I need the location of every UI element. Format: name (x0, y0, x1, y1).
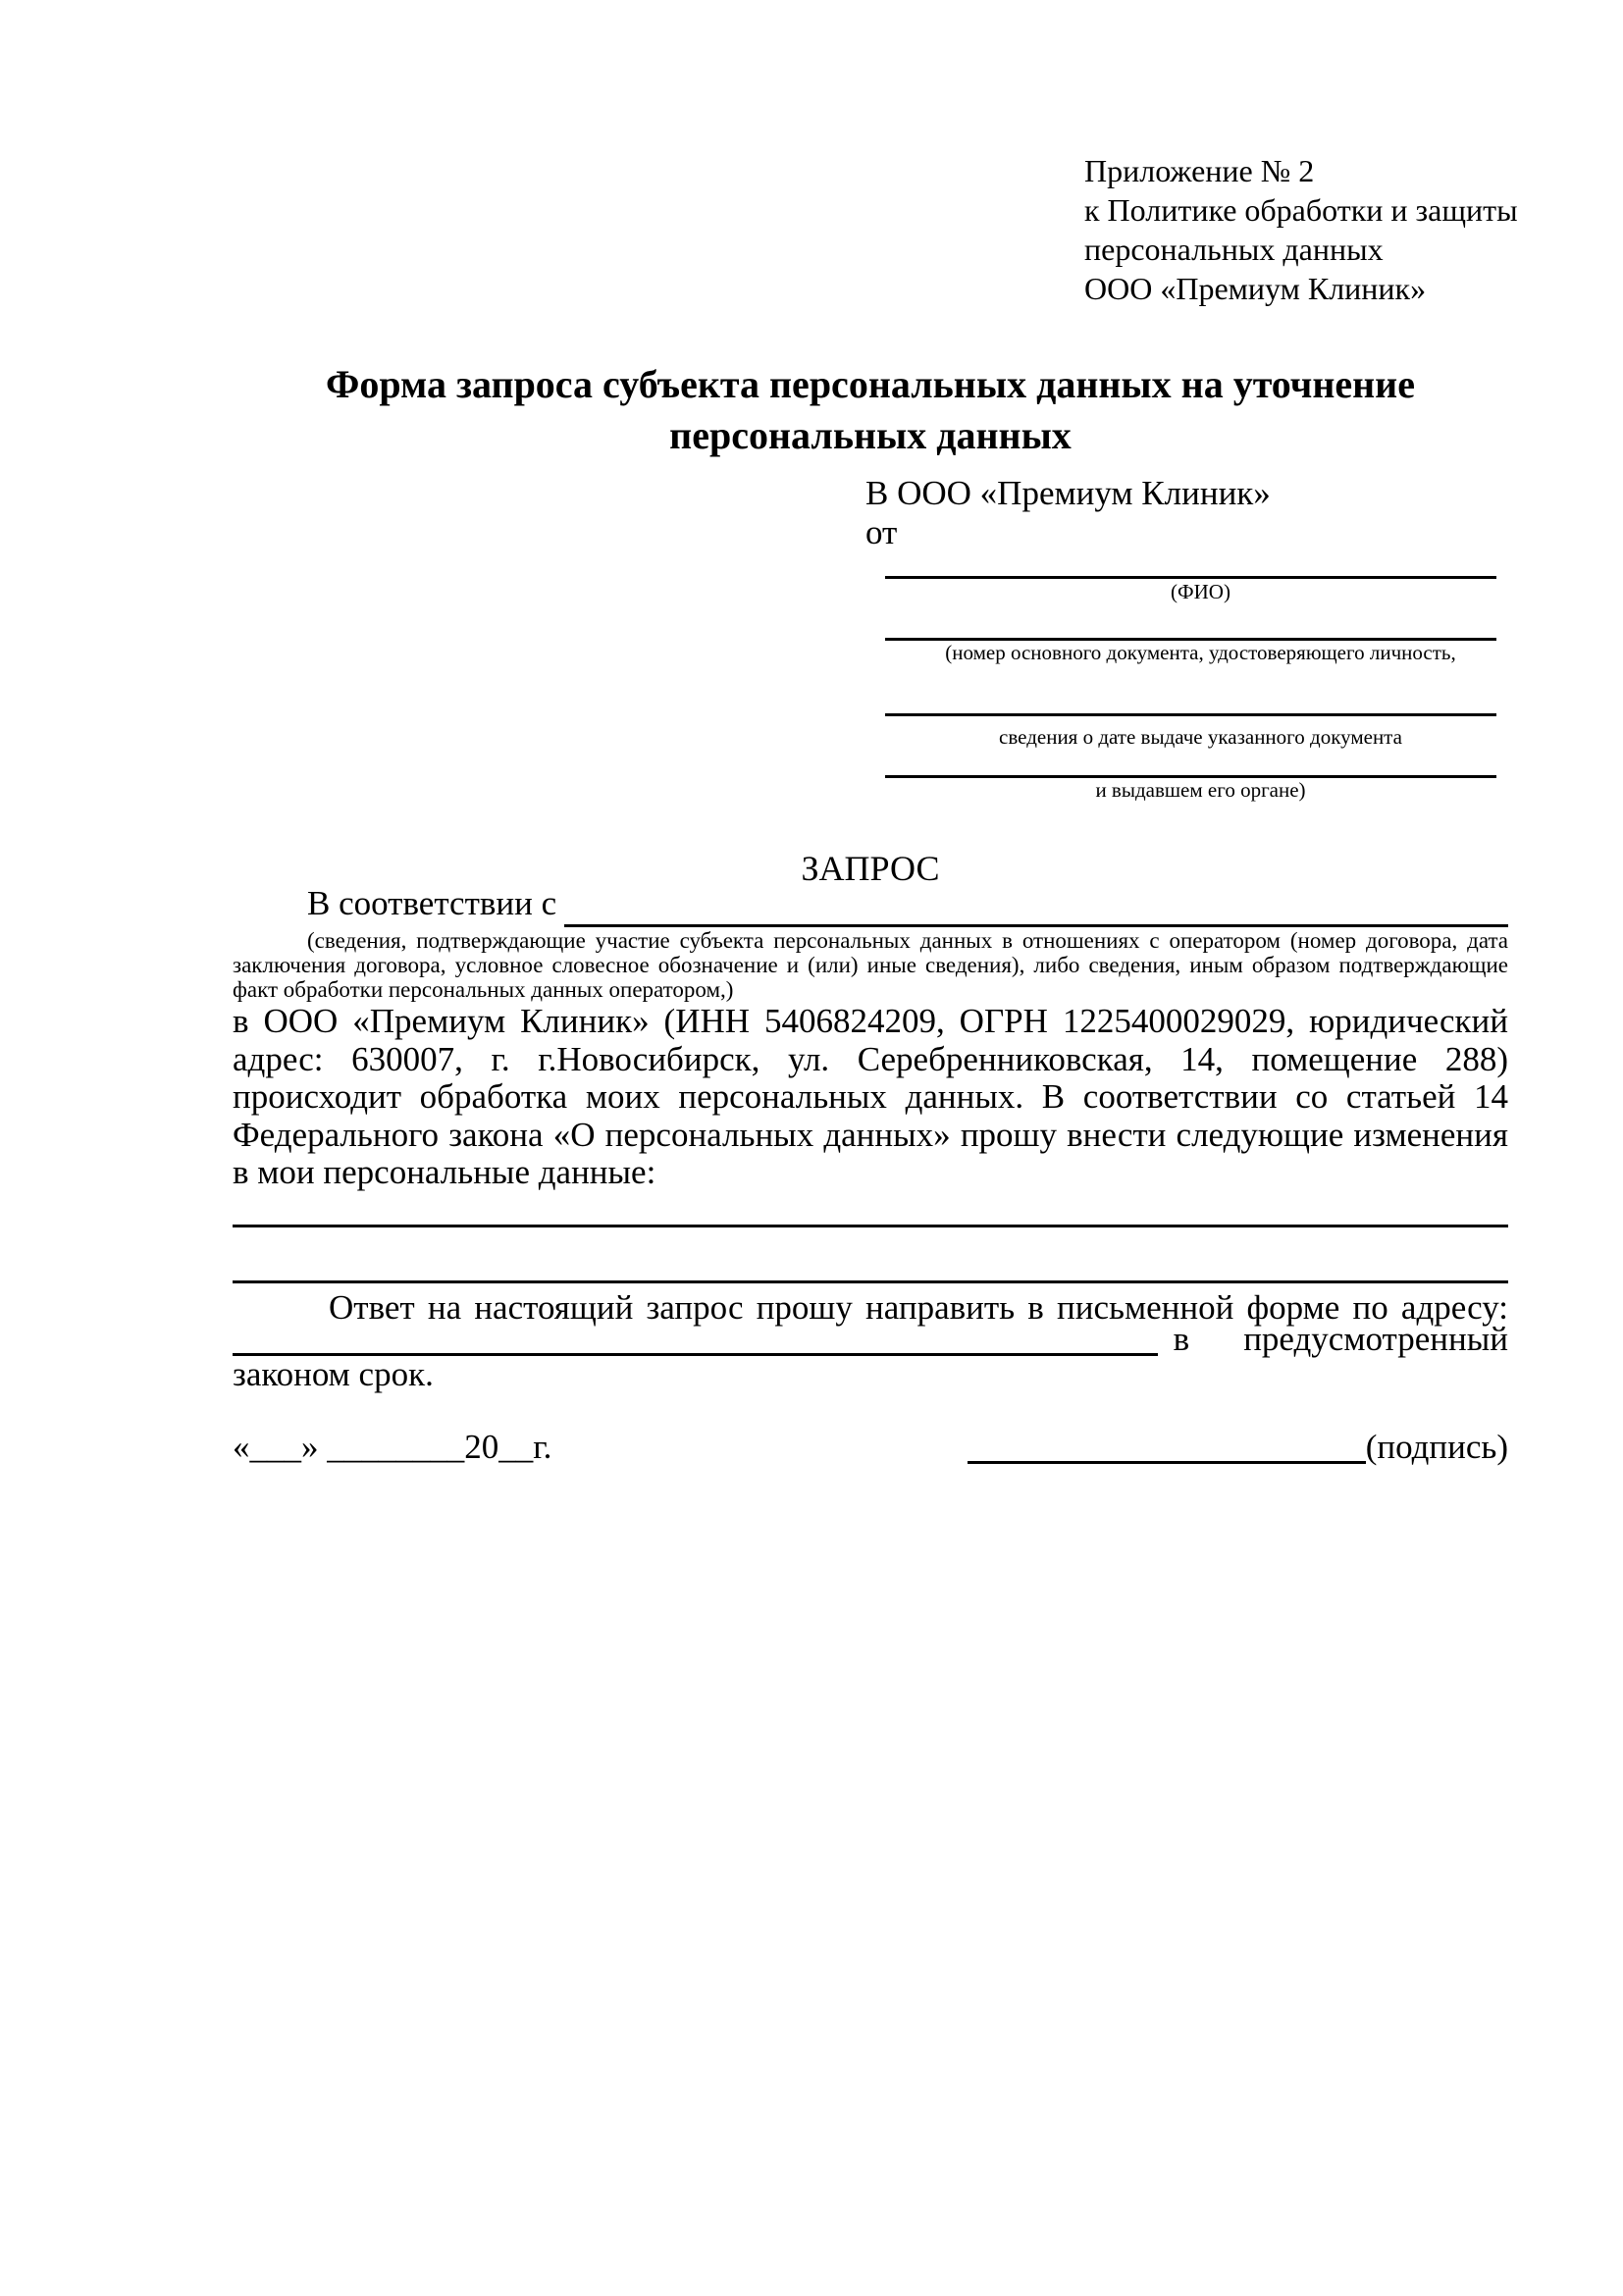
address-blank-line (233, 1320, 1158, 1356)
reply-sentence: Ответ на настоящий запрос прошу направить в письменной форме по адресу: (329, 1288, 1508, 1327)
request-intro-row (233, 884, 1508, 927)
changes-blank-line-2 (233, 1280, 1508, 1283)
signature-blank-line (968, 1428, 1366, 1464)
addressee-to: В ООО «Премиум Клиник» (865, 474, 1271, 512)
signature-caption: (подпись) (1365, 1428, 1508, 1466)
doc-date-blank-line (885, 713, 1496, 716)
request-intro-label: В соответствии с (307, 884, 557, 922)
signature-group (968, 1428, 1508, 1467)
addressee-block (865, 474, 1508, 802)
changes-blank-line-1 (233, 1225, 1508, 1227)
appendix-line: персональных данных (1084, 232, 1384, 267)
doc-caption-3: и выдавшем его органе) (1095, 778, 1306, 802)
fio-caption: (ФИО) (1171, 580, 1230, 603)
form-title: Форма запроса субъекта персональных данных на уточнение персональных данных (326, 362, 1415, 457)
fio-blank-line (885, 576, 1496, 579)
reply-word-prescribed: предусмотренный (1243, 1320, 1508, 1358)
date-blank: «___» ________20__г. (233, 1428, 552, 1466)
appendix-line: ООО «Премиум Клиник» (1084, 271, 1427, 306)
request-heading: ЗАПРОС (801, 849, 940, 888)
doc-caption-1: (номер основного документа, удостоверяющего личность, (945, 641, 1456, 664)
reply-word-in: в (1173, 1320, 1190, 1358)
request-note: (сведения, подтверждающие участие субъекта персональных данных в отношениях с оператором (номер договора, дата заключения договора, условное словесное обозначение и (или) иные сведения), либо сведения, иным образом подтверждающие факт обработки персональных данных оператором,) (233, 928, 1508, 1002)
reply-address-row (233, 1320, 1508, 1359)
date-signature-row (233, 1428, 1508, 1467)
reply-closing: законом срок. (233, 1355, 434, 1393)
appendix-block (1084, 151, 1518, 308)
appendix-line: к Политике обработки и защиты (1084, 192, 1518, 228)
appendix-line: Приложение № 2 (1084, 153, 1315, 188)
addressee-from-label: от (865, 513, 898, 551)
doc-caption-2: сведения о дате выдаче указанного документа (999, 725, 1402, 749)
request-body: в ООО «Премиум Клиник» (ИНН 5406824209, ОГРН 1225400029029, юридический адрес: 630007, г. г.Новосибирск, ул. Серебренниковская, 14, помещение 288) происходит обработка моих персональных данных. В соответствии со статьей 14 Федерального закона «О персональных данных» прошу внести следующие изменения в мои персональные данные: (233, 1002, 1508, 1191)
request-intro-blank-line (564, 884, 1508, 927)
